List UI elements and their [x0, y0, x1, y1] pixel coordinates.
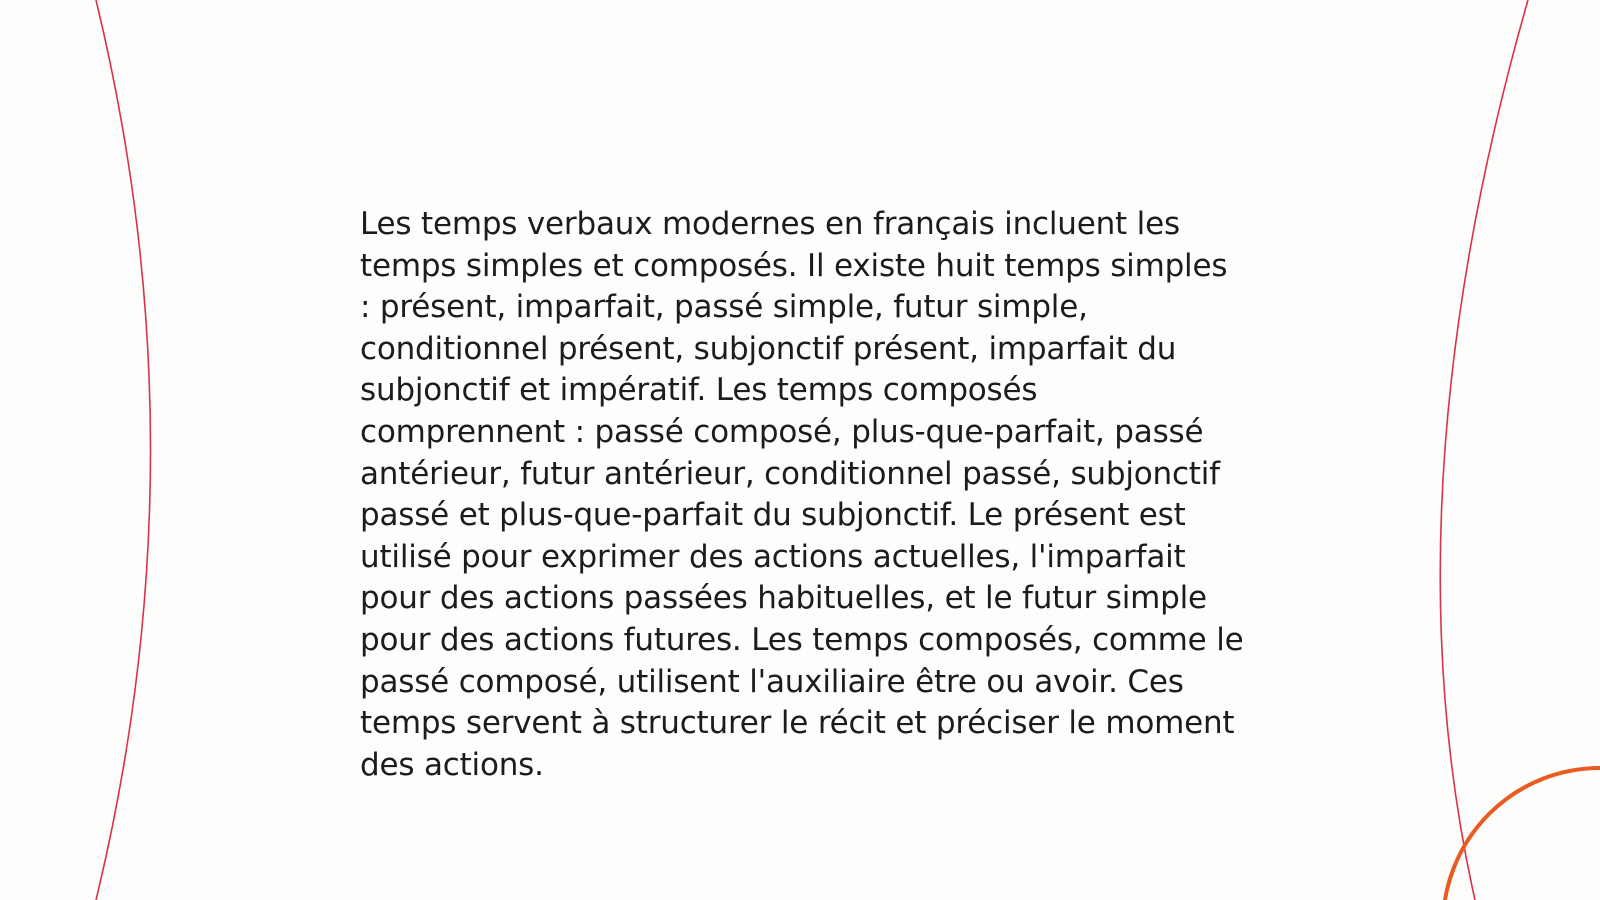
right-curve-line	[1440, 0, 1528, 900]
left-curve-line	[96, 0, 151, 900]
body-paragraph: Les temps verbaux modernes en français incluent les temps simples et composés. Il existe huit temps simples : présent, imparfait, passé simple, futur simple, conditionnel présent, subjonctif présent, imparfait du subjonctif et impératif. Les temps composés comprennent : passé composé, plus-que-parfait, passé antérieur, futur antérieur, conditionnel passé, subjonctif passé et plus-que-parfait du subjonctif. Le présent est utilisé pour exprimer des actions actuelles, l'imparfait pour des actions passées habituelles, et le futur simple pour des actions futures. Les temps composés, comme le passé composé, utilisent l'auxiliaire être ou avoir. Ces temps servent à structurer le récit et préciser le moment des actions.	[360, 206, 1244, 783]
orange-circle-arc	[1443, 768, 1600, 900]
